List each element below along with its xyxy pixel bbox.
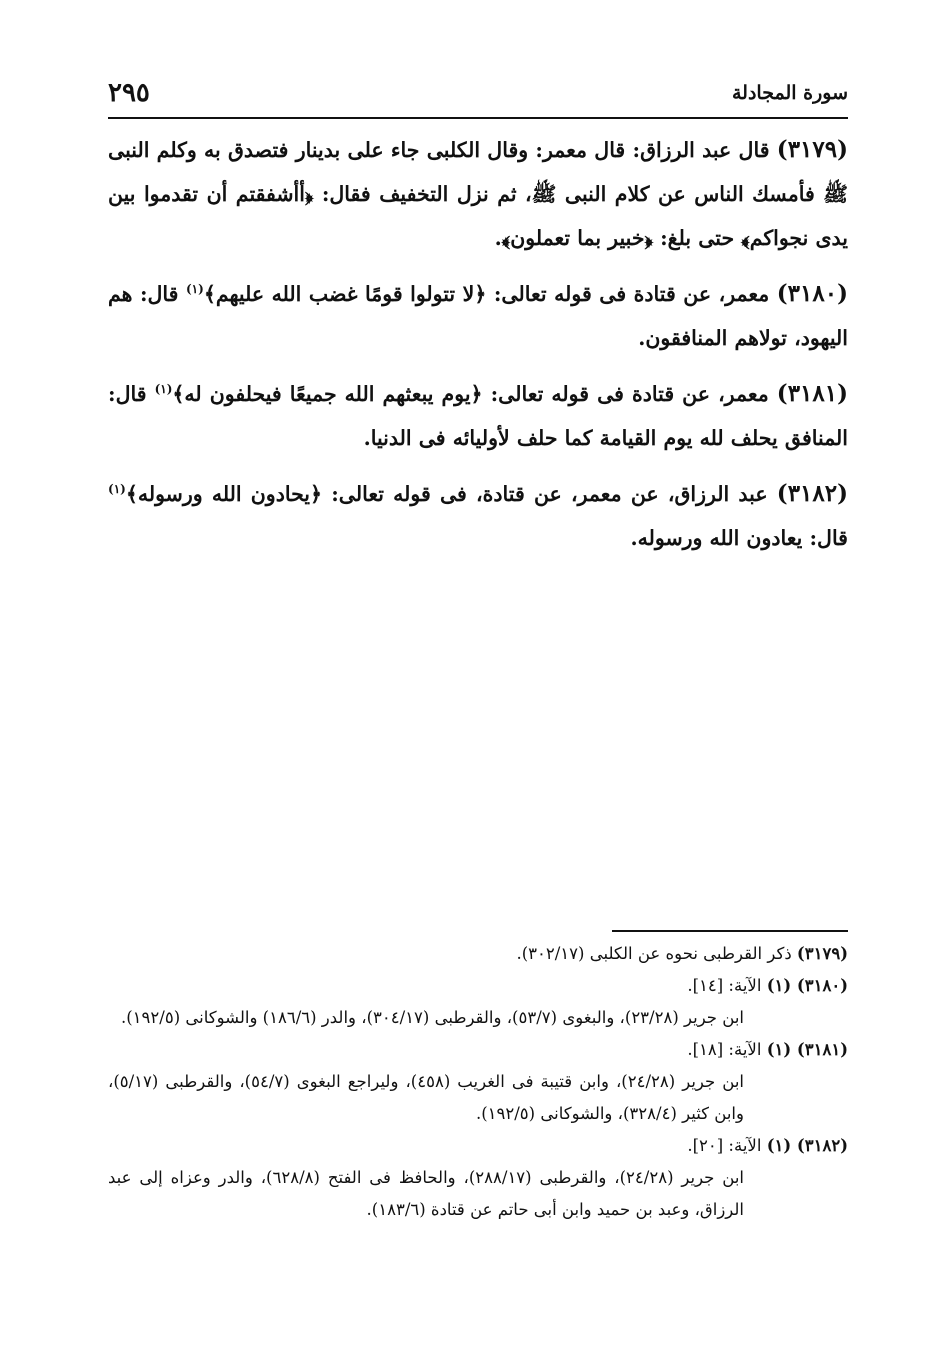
footnote-3180-refs [108, 1002, 848, 1034]
entry-3181 [108, 372, 848, 460]
surah-title: سورة المجادلة [731, 82, 848, 104]
entry-number: (٣١٧٩) [776, 136, 848, 163]
footnote-3181-refs [108, 1066, 848, 1130]
entry-3182 [108, 472, 848, 560]
footnote-label: (٣١٨٠) (١) [766, 976, 848, 995]
footnote-divider [612, 930, 848, 932]
footnote-marker: (١) [154, 382, 173, 397]
footnote-text: الآية: [١٤]. [687, 976, 762, 995]
entry-number: (٣١٨٠) [776, 280, 848, 307]
footnote-marker: (١) [185, 282, 204, 297]
footnote-label: (٣١٧٩) [796, 944, 848, 963]
footnotes [108, 938, 848, 1226]
entry-number: (٣١٨٢) [776, 480, 848, 507]
entry-text-continued: قال: هم اليهود، تولاهم المنافقون. [108, 282, 848, 350]
entry-text: معمر، عن قتادة فى قوله تعالى: ﴿لا تتولوا قومًا غضب الله عليهم﴾ [203, 282, 770, 306]
entry-text: معمر، عن قتادة فى قوله تعالى: ﴿يوم يبعثهم الله جميعًا فيحلفون له﴾ [172, 382, 769, 406]
footnote-3181-1 [108, 1034, 848, 1066]
entry-3180 [108, 272, 848, 360]
header-divider [108, 117, 848, 119]
entry-text-continued: قال: المنافق يحلف لله يوم القيامة كما حلف لأوليائه فى الدنيا. [108, 382, 848, 450]
footnote-3180-1 [108, 970, 848, 1002]
page-header [108, 78, 848, 114]
footnote-label: (٣١٨٢) (١) [766, 1136, 848, 1155]
footnote-text: ذكر القرطبى نحوه عن الكلبى (٣٠٢/١٧). [516, 944, 792, 963]
entry-text: عبد الرزاق، عن معمر، عن قتادة، فى قوله تعالى: ﴿يحادون الله ورسوله﴾ [125, 482, 768, 506]
footnote-text: الآية: [١٨]. [687, 1040, 762, 1059]
footnote-text: ابن جرير (٢٣/٢٨)، والبغوى (٥٣/٧)، والقرطبى (٣٠٤/١٧)، والدر (١٨٦/٦) والشوكانى (١٩٢/٥). [120, 1008, 744, 1027]
entry-text: قال عبد الرزاق: قال معمر: وقال الكلبى جاء على بدينار فتصدق به وكلم النبى ﷺ فأمسك الناس عن كلام النبى ﷺ، ثم نزل التخفيف فقال: ﴿أأشفقتم أن تقدموا بين يدى نجواكم﴾ حتى بلغ: ﴿خبير بما تعملون﴾. [108, 138, 848, 250]
footnote-3182-refs [108, 1162, 848, 1226]
entry-text-continued: قال: يعادون الله ورسوله. [630, 526, 848, 550]
page-number: ٢٩٥ [108, 78, 150, 108]
footnote-label: (٣١٨١) (١) [766, 1040, 848, 1059]
entry-number: (٣١٨١) [776, 380, 848, 407]
footnote-text: ابن جرير (٢٤/٢٨)، وابن قتيبة فى الغريب (٤٥٨)، وليراجع البغوى (٥٤/٧)، والقرطبى (٥/١٧)، وابن كثير (٣٢٨/٤)، والشوكانى (١٩٢/٥). [108, 1072, 744, 1123]
footnote-text: ابن جرير (٢٤/٢٨)، والقرطبى (٢٨٨/١٧)، والحافظ فى الفتح (٦٢٨/٨)، والدر وعزاه إلى عبد الرزاق، وعبد بن حميد وابن أبى حاتم عن قتادة (١٨٣/٦). [108, 1168, 745, 1219]
entry-3179 [108, 128, 848, 260]
main-text [108, 128, 848, 572]
footnote-marker: (١) [108, 482, 126, 497]
footnote-3179 [108, 938, 848, 970]
footnote-text: الآية: [٢٠]. [687, 1136, 762, 1155]
footnote-3182-1 [108, 1130, 848, 1162]
